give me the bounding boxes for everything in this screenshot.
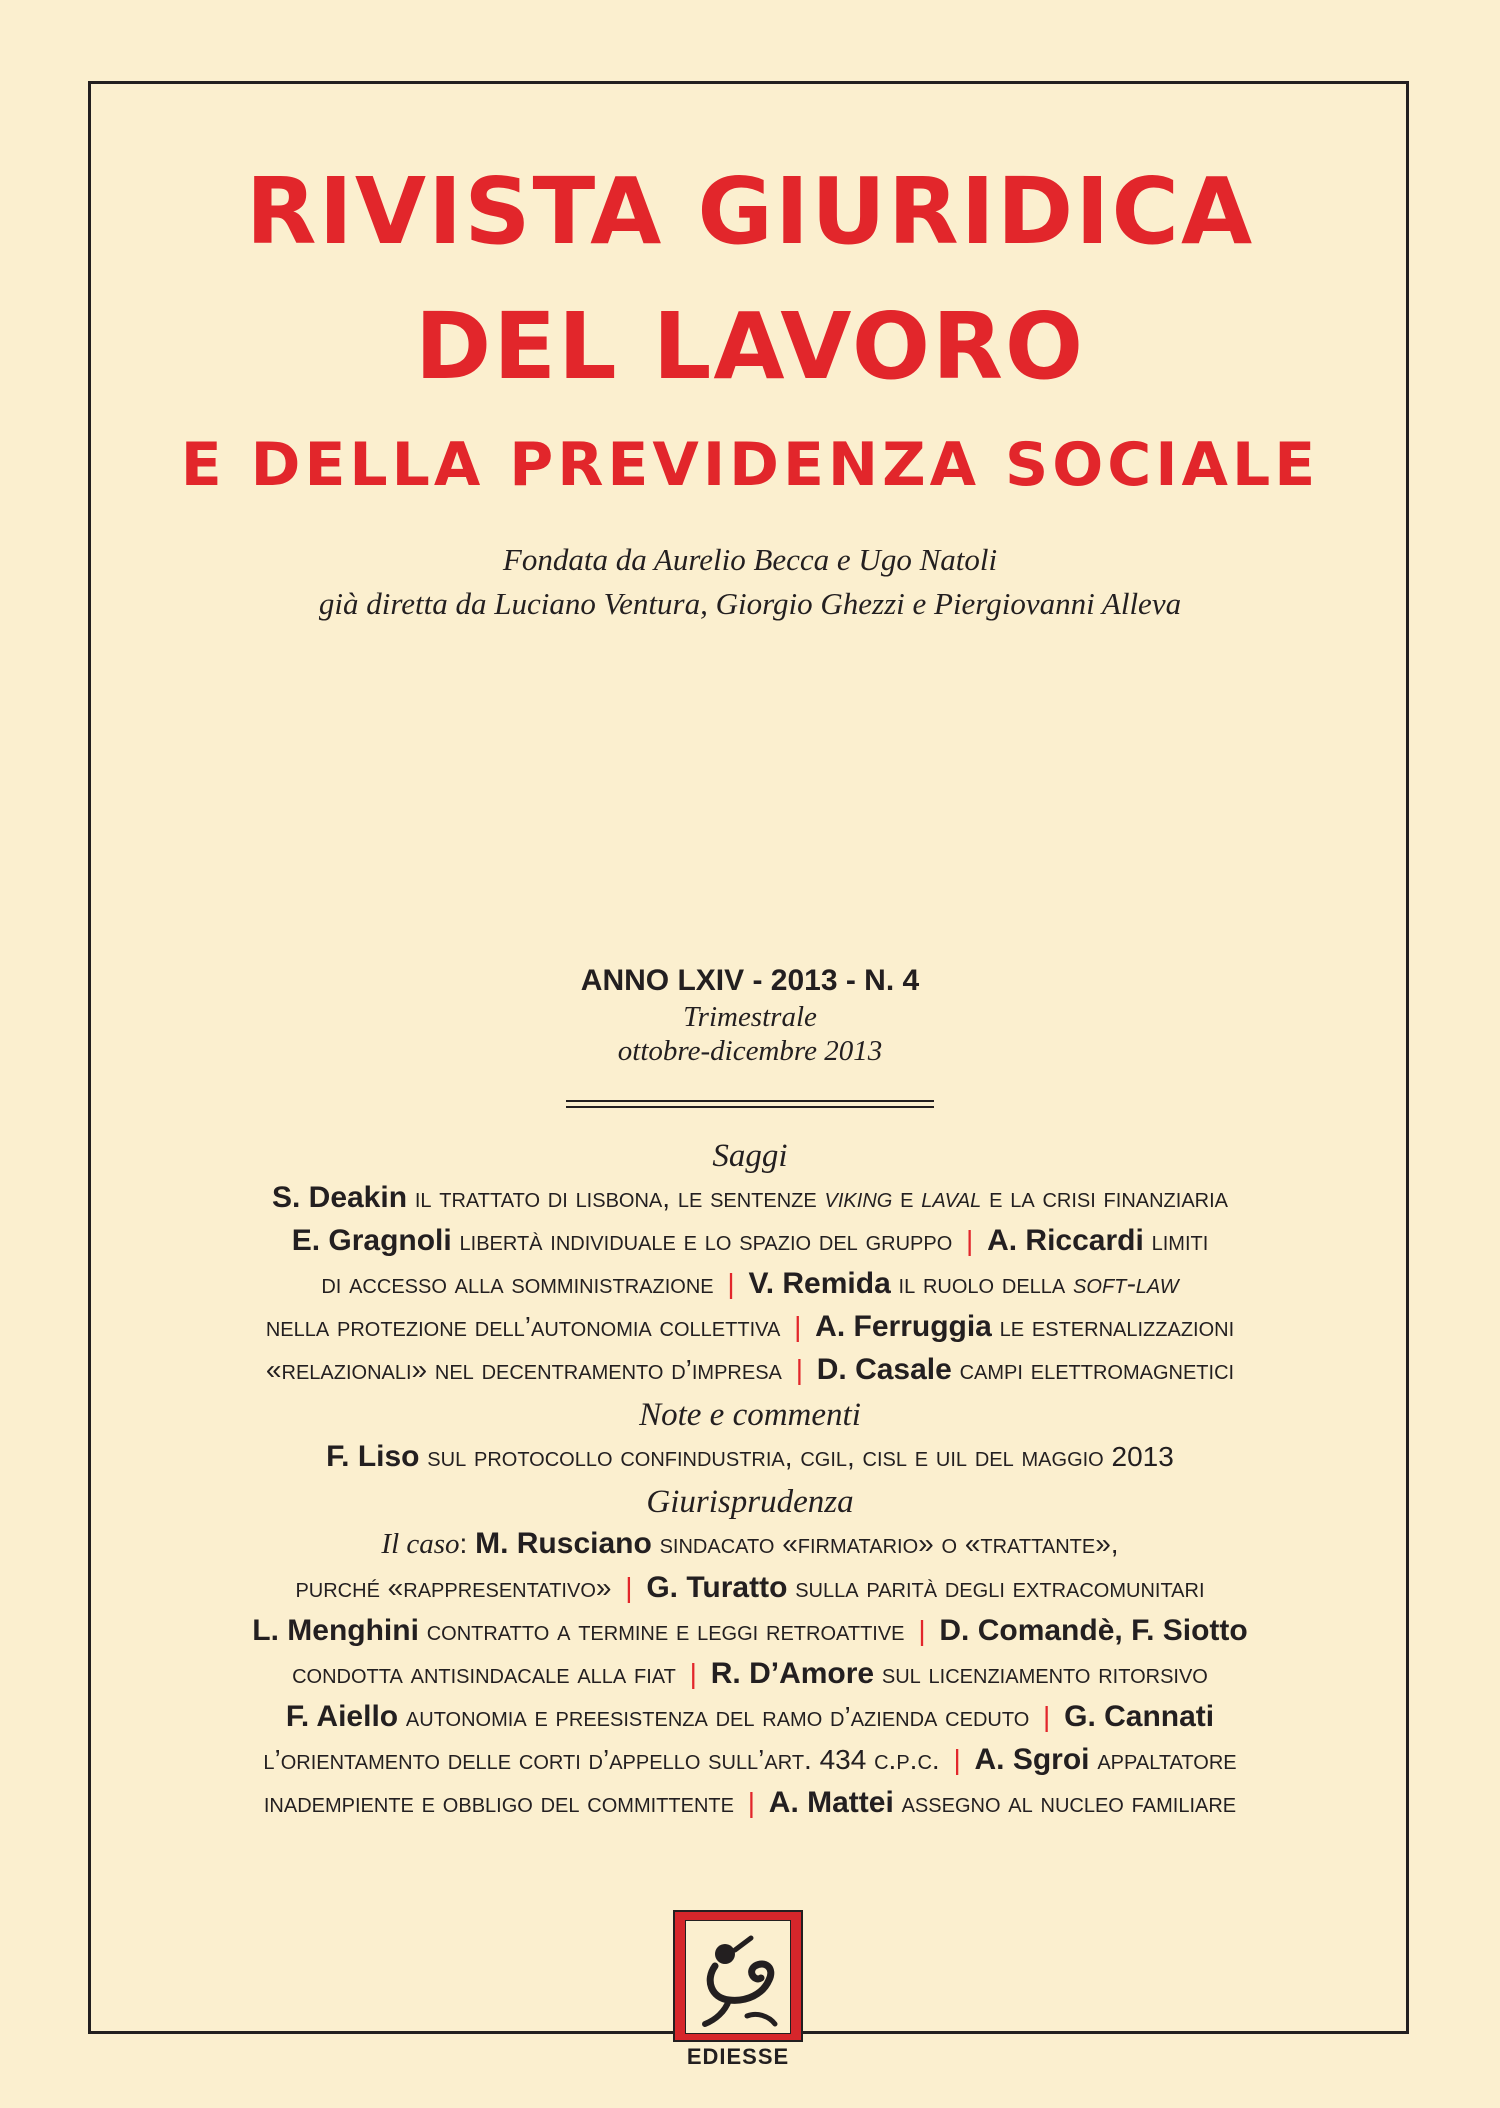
author: E. Gragnoli xyxy=(291,1224,452,1257)
article-title: libertà individuale e lo spazio del gruppo xyxy=(459,1225,953,1256)
article-title: «relazionali» nel decentramento d’impresa xyxy=(265,1354,782,1385)
toc-line xyxy=(95,1262,1405,1305)
separator: | xyxy=(1043,1701,1051,1732)
article-title: inadempiente e obbligo del committente xyxy=(263,1787,734,1818)
author: D. Comandè, F. Siotto xyxy=(939,1614,1248,1647)
article-title: nella protezione dell’autonomia collettiva xyxy=(265,1311,781,1342)
article-title: condotta antisindacale alla fiat xyxy=(292,1658,676,1689)
article-title: appaltatore xyxy=(1097,1744,1237,1775)
separator: | xyxy=(794,1311,802,1342)
issue-number: ANNO LXIV - 2013 - N. 4 xyxy=(580,964,920,997)
issue-block xyxy=(0,962,1500,1068)
article-title: contratto a termine e leggi retroattive xyxy=(426,1615,905,1646)
section-giurisprudenza: Giurisprudenza xyxy=(646,1484,854,1520)
separator: | xyxy=(966,1225,974,1256)
toc-line xyxy=(95,1219,1405,1262)
siren-icon xyxy=(685,1920,791,2034)
toc-line xyxy=(95,1738,1405,1781)
article-title: il ruolo della xyxy=(898,1268,1066,1299)
article-title: e xyxy=(900,1182,914,1213)
article-title: sindacato «firmatario» o «trattante», xyxy=(659,1528,1119,1559)
toc-line xyxy=(95,1435,1405,1478)
article-title-italic: soft-law xyxy=(1073,1268,1179,1299)
article-title: sulla parità degli extracomunitari xyxy=(795,1572,1205,1603)
title-line-1: RIVISTA GIURIDICA xyxy=(245,158,1255,265)
author: L. Menghini xyxy=(252,1614,419,1647)
founders-line-2: già diretta da Luciano Ventura, Giorgio Ghezzi e Piergiovanni Alleva xyxy=(318,586,1182,621)
toc-line xyxy=(95,1566,1405,1609)
toc-line xyxy=(95,1695,1405,1738)
issue-period: ottobre-dicembre 2013 xyxy=(617,1035,883,1067)
case-label: Il caso xyxy=(381,1528,460,1560)
author: A. Sgroi xyxy=(974,1743,1090,1776)
section-saggi: Saggi xyxy=(712,1138,788,1174)
separator: | xyxy=(918,1615,926,1646)
author: S. Deakin xyxy=(271,1181,408,1214)
article-title-italic: laval xyxy=(921,1182,982,1213)
publisher-name: EDIESSE xyxy=(686,2044,790,2069)
author: A. Riccardi xyxy=(987,1224,1144,1257)
publisher-logo xyxy=(673,1910,803,2042)
article-title: autonomia e preesistenza del ramo d’azienda ceduto xyxy=(405,1701,1030,1732)
author: A. Ferruggia xyxy=(815,1310,992,1343)
divider-rule-2 xyxy=(566,1106,934,1108)
article-title: e la crisi finanziaria xyxy=(989,1182,1229,1213)
separator: | xyxy=(795,1354,803,1385)
toc-line xyxy=(95,1176,1405,1219)
author: F. Liso xyxy=(326,1440,420,1473)
article-title: di accesso alla somministrazione xyxy=(321,1268,714,1299)
author: R. D’Amore xyxy=(710,1657,875,1690)
issue-frequency: Trimestrale xyxy=(683,1001,817,1033)
author: D. Casale xyxy=(816,1353,952,1386)
author: A. Mattei xyxy=(768,1786,894,1819)
author: G. Cannati xyxy=(1064,1700,1215,1733)
separator: | xyxy=(689,1658,697,1689)
article-title: sul protocollo confindustria, cgil, cisl e uil del maggio 2013 xyxy=(427,1441,1174,1472)
toc-line xyxy=(95,1348,1405,1391)
article-title: sul licenziamento ritorsivo xyxy=(881,1658,1208,1689)
founders-block xyxy=(0,538,1500,626)
separator: | xyxy=(953,1744,961,1775)
separator: | xyxy=(727,1268,735,1299)
article-title: le esternalizzazioni xyxy=(999,1311,1235,1342)
author: M. Rusciano xyxy=(475,1527,652,1560)
article-title: assegno al nucleo familiare xyxy=(901,1787,1237,1818)
article-title: campi elettromagnetici xyxy=(959,1354,1235,1385)
article-title: limiti xyxy=(1151,1225,1209,1256)
toc-line xyxy=(95,1781,1405,1824)
toc-line xyxy=(95,1609,1405,1652)
toc-line xyxy=(95,1305,1405,1348)
separator: | xyxy=(625,1572,633,1603)
table-of-contents xyxy=(95,1136,1405,1824)
article-title: il trattato di lisbona, le sentenze xyxy=(414,1182,817,1213)
toc-line xyxy=(95,1652,1405,1695)
title-line-3: E DELLA PREVIDENZA SOCIALE xyxy=(180,430,1320,500)
author: G. Turatto xyxy=(646,1571,788,1604)
toc-line xyxy=(95,1522,1405,1566)
founders-line-1: Fondata da Aurelio Becca e Ugo Natoli xyxy=(502,542,998,577)
author: F. Aiello xyxy=(285,1700,399,1733)
divider-rule-1 xyxy=(566,1100,934,1102)
article-title: l’orientamento delle corti d’appello sull’art. 434 c.p.c. xyxy=(263,1744,940,1775)
article-title-italic: viking xyxy=(824,1182,893,1213)
section-note: Note e commenti xyxy=(639,1397,861,1433)
case-colon: : xyxy=(459,1528,468,1559)
article-title: purché «rappresentativo» xyxy=(295,1572,612,1603)
title-line-2: DEL LAVORO xyxy=(414,293,1086,400)
separator: | xyxy=(747,1787,755,1818)
author: V. Remida xyxy=(748,1267,891,1300)
